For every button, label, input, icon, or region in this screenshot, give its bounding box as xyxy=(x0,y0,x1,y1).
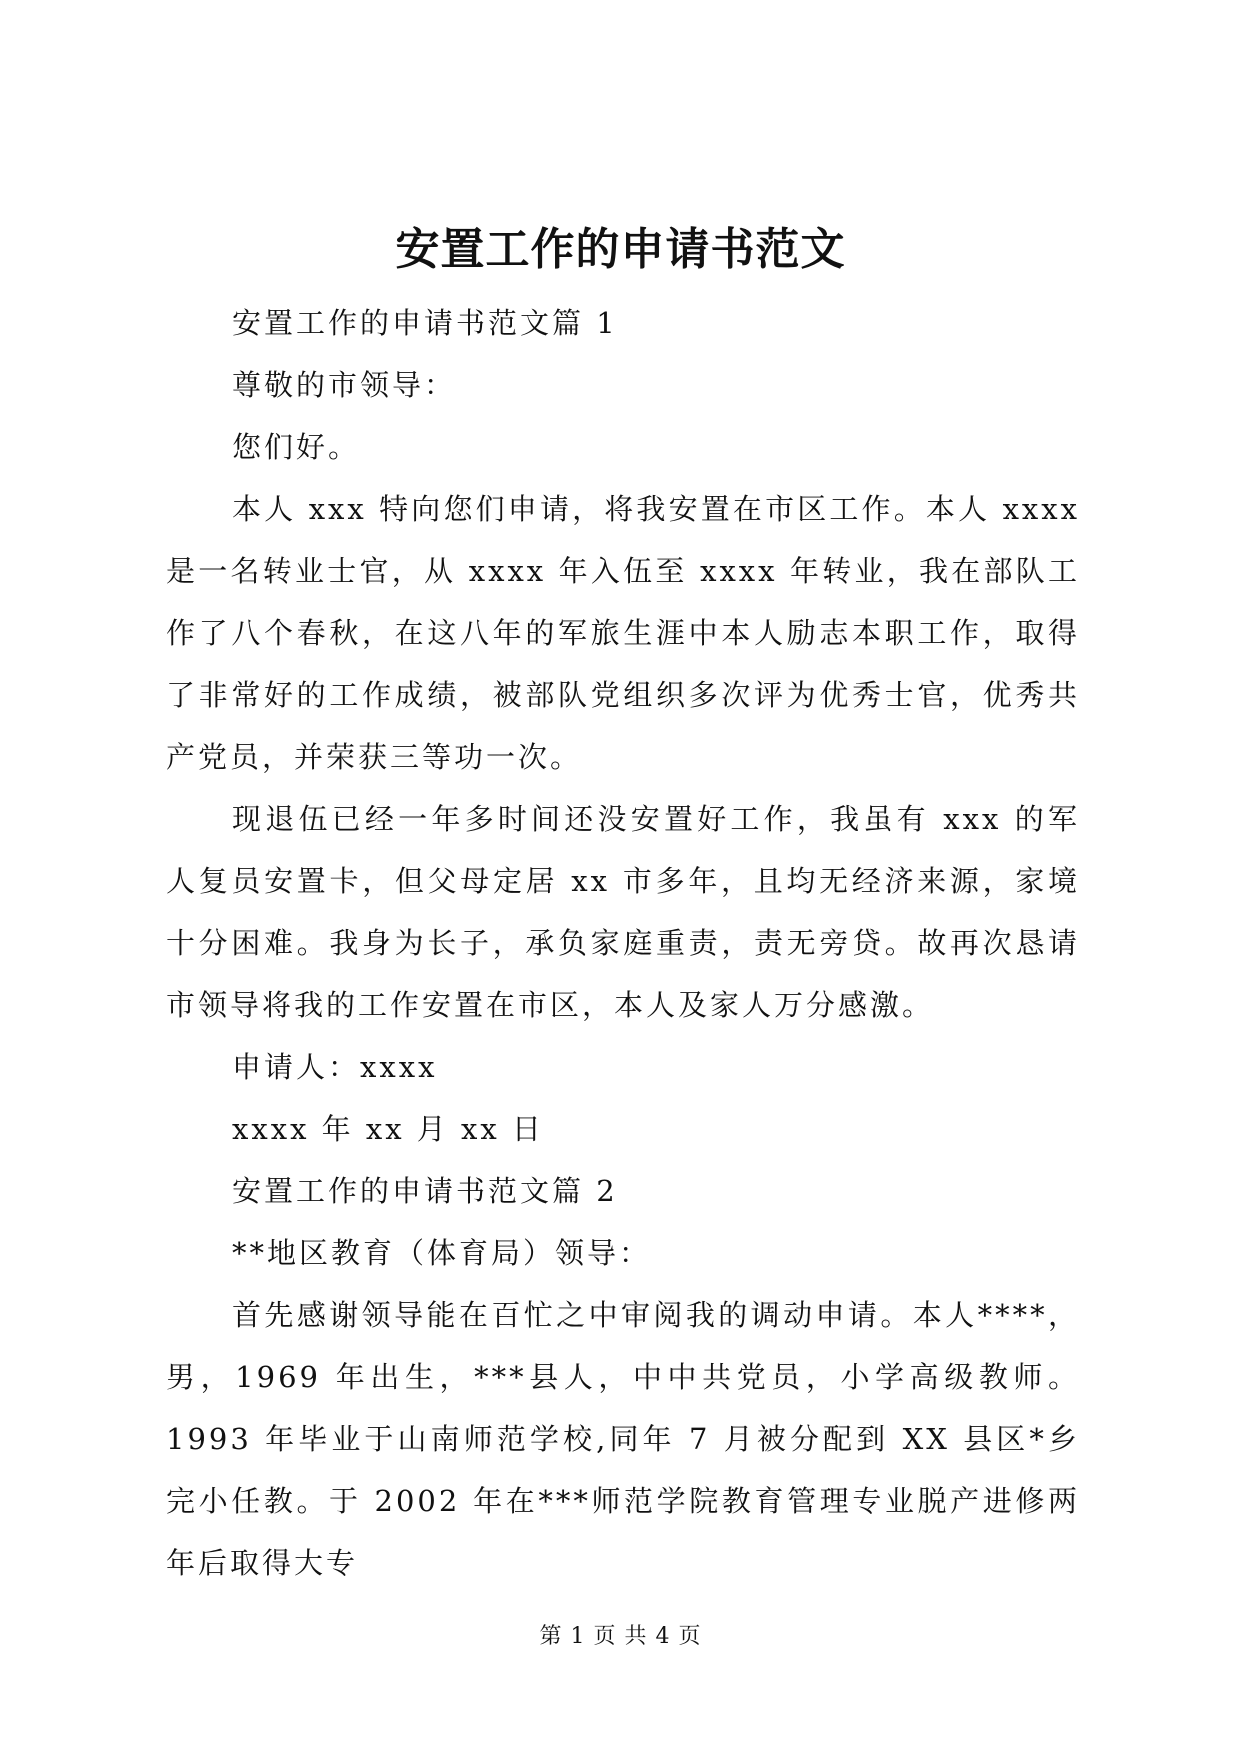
document-title: 安置工作的申请书范文 xyxy=(395,224,846,275)
salutation: 尊敬的市领导： xyxy=(232,368,457,402)
page-number-footer: 第 1 页 共 4 页 xyxy=(539,1624,702,1649)
applicant-signature: 申请人：xxxx xyxy=(232,1050,438,1084)
application-date: xxxx 年 xx 月 xx 日 xyxy=(232,1112,544,1146)
salutation: **地区教育（体育局）领导： xyxy=(232,1236,652,1270)
greeting: 您们好。 xyxy=(232,430,361,464)
body-paragraph: 现退伍已经一年多时间还没安置好工作，我虽有 xxx 的军人复员安置卡，但父母定居 xx 市多年，且均无经济来源，家境十分困难。我身为长子，承负家庭重责，责无旁贷。故再次恳请市领导将我的工作安置在市区，本人及家人万分感激。 xyxy=(166,802,1080,1022)
section-heading-2: 安置工作的申请书范文篇 2 xyxy=(232,1174,618,1208)
body-paragraph: 首先感谢领导能在百忙之中审阅我的调动申请。本人****，男，1969 年出生，***县人，中中共党员，小学高级教师。1993 年毕业于山南师范学校,同年 7 月被分配到 XX 县区*乡完小任教。于 2002 年在***师范学院教育管理专业脱产进修两年后取得大专 xyxy=(166,1298,1080,1580)
section-heading-1: 安置工作的申请书范文篇 1 xyxy=(232,306,618,340)
document-body xyxy=(166,292,1080,1594)
body-paragraph: 本人 xxx 特向您们申请，将我安置在市区工作。本人 xxxx 是一名转业士官，从 xxxx 年入伍至 xxxx 年转业，我在部队工作了八个春秋，在这八年的军旅生涯中本人励志本职工作，取得了非常好的工作成绩，被部队党组织多次评为优秀士官，优秀共产党员，并荣获三等功一次。 xyxy=(166,492,1080,774)
